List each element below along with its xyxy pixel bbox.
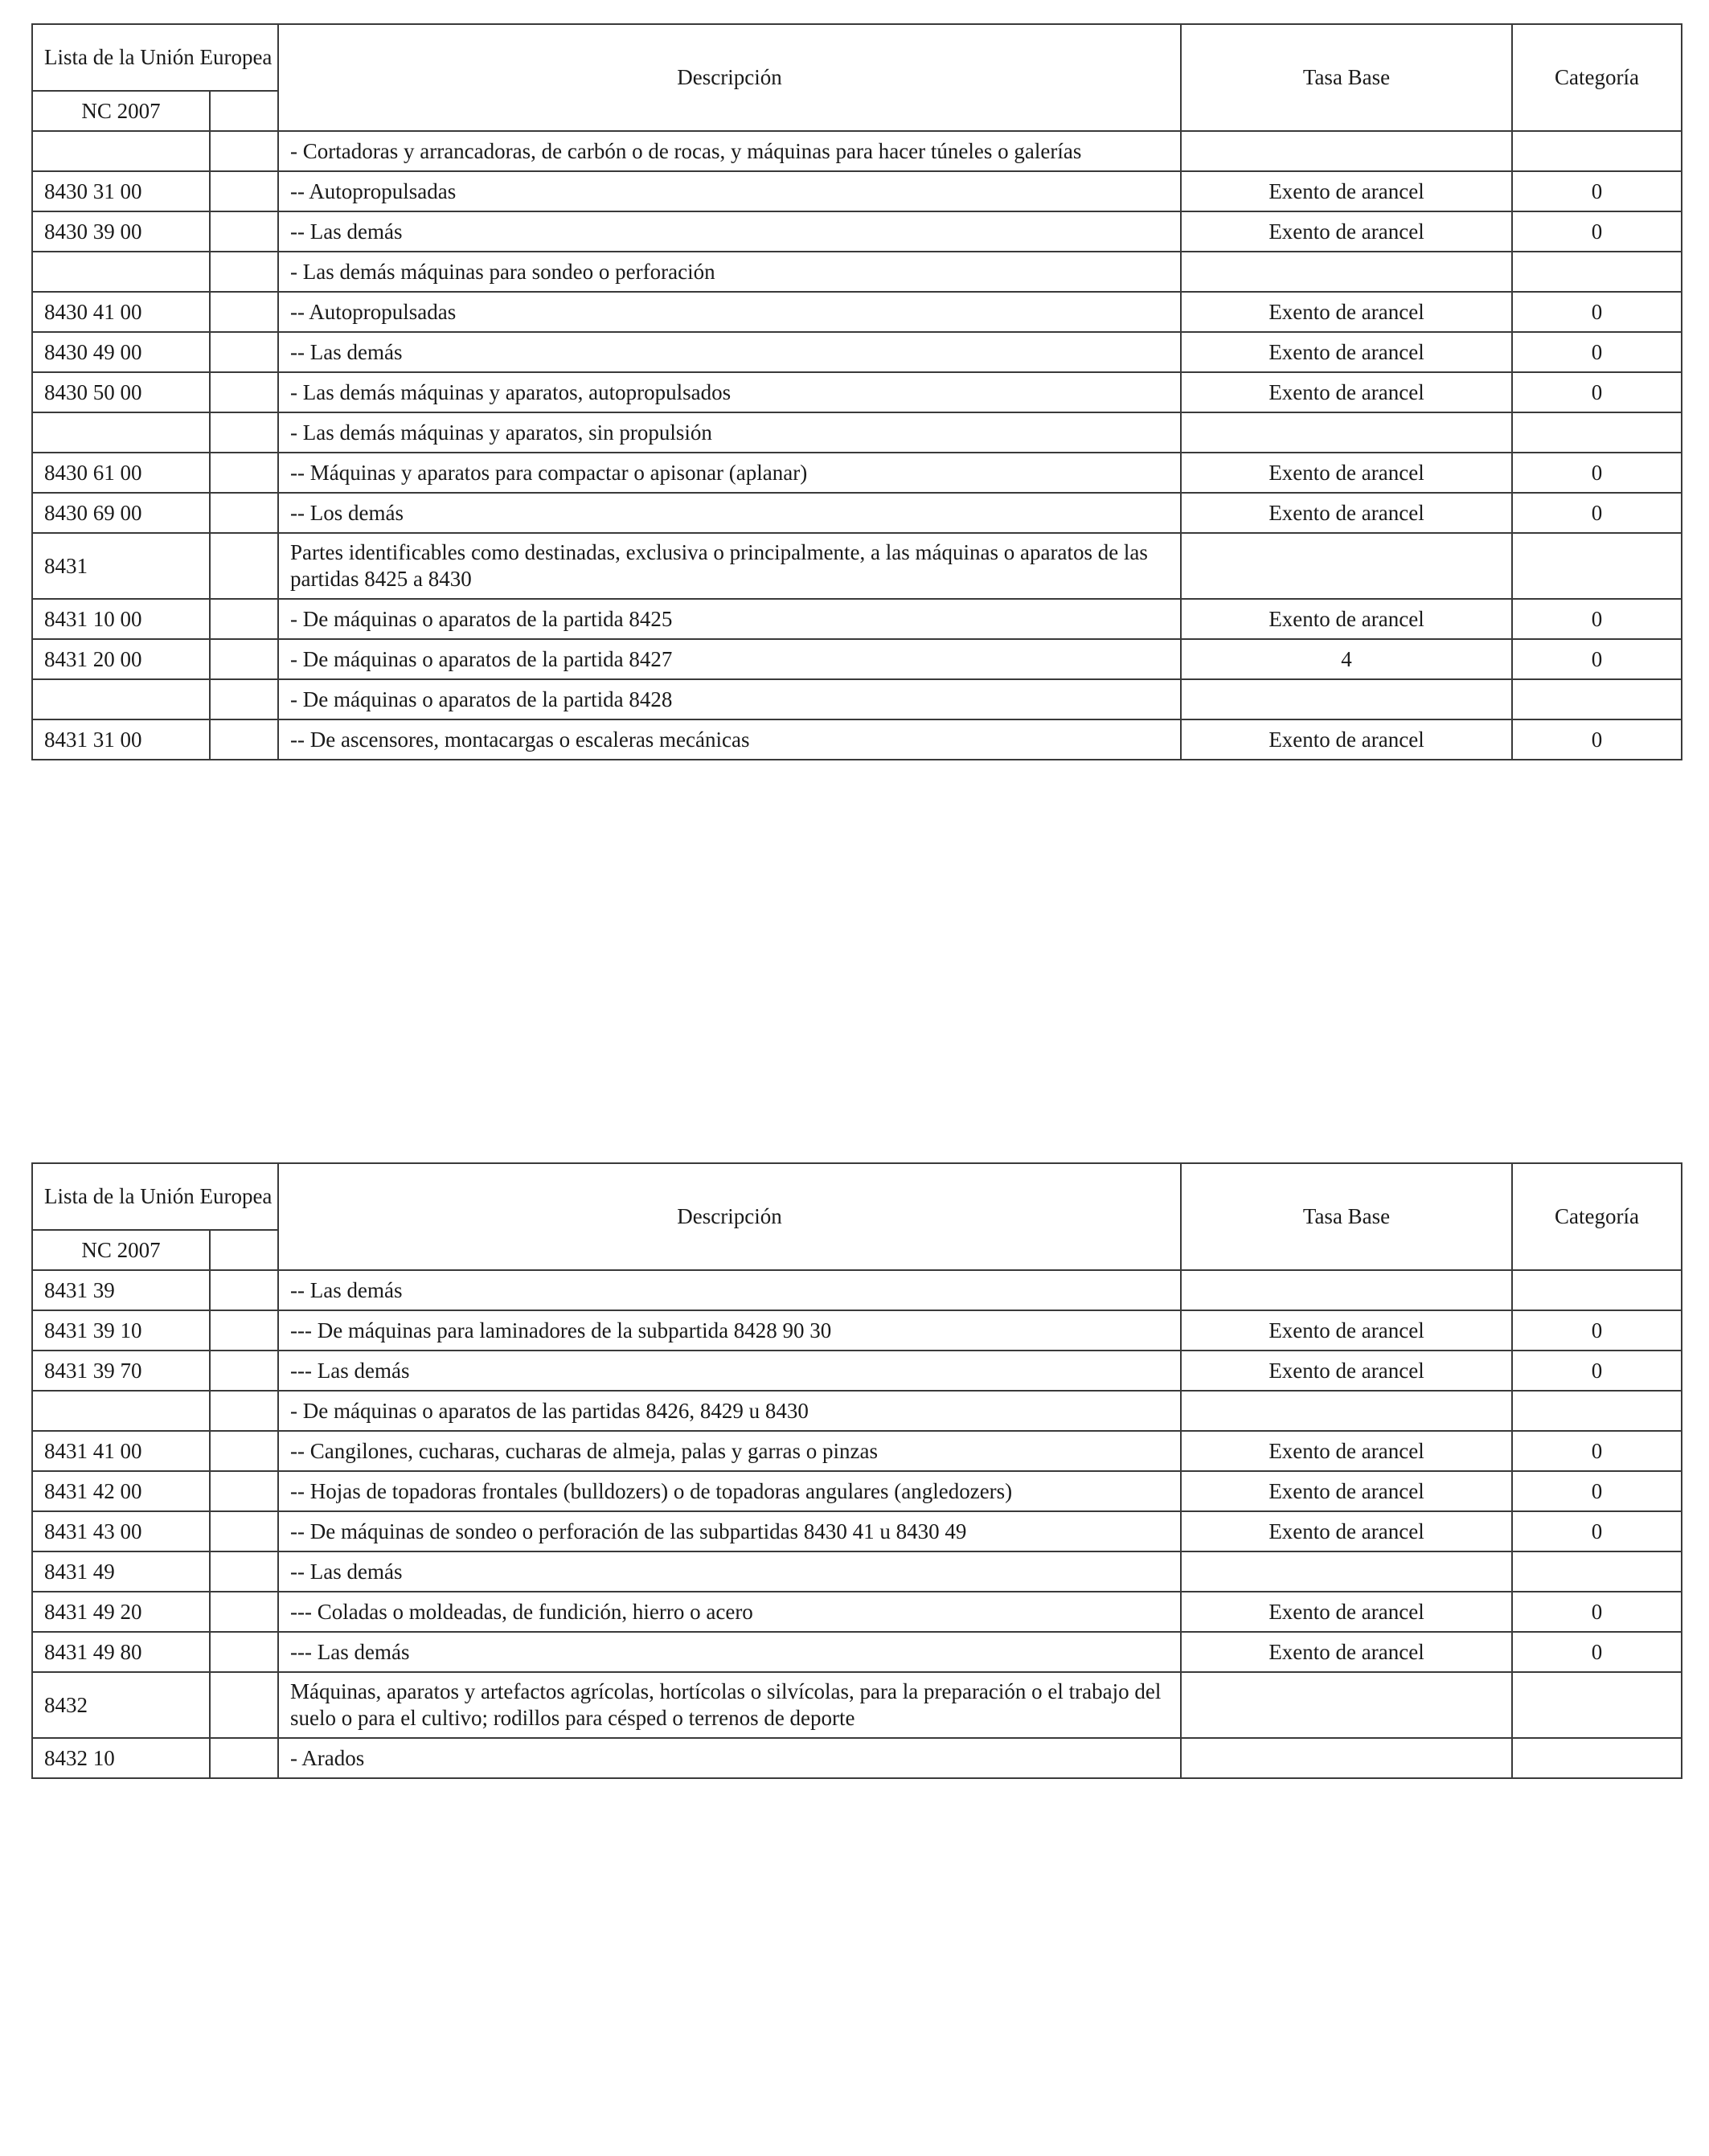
nc-code-cell: 8430 41 00: [32, 292, 210, 332]
nc-code-cell: 8430 69 00: [32, 493, 210, 533]
nc-code-cell: 8430 50 00: [32, 372, 210, 412]
category-cell: 0: [1512, 1592, 1682, 1632]
description-cell: -- Las demás: [278, 332, 1181, 372]
description-cell: -- De máquinas de sondeo o perforación de las subpartidas 8430 41 u 8430 49: [278, 1511, 1181, 1551]
empty-cell: [210, 332, 278, 372]
empty-cell: [210, 1391, 278, 1431]
base-rate-cell: [1181, 252, 1512, 292]
table-row: [32, 1551, 1682, 1592]
table-row: [32, 1431, 1682, 1471]
nc-code-cell: 8431 31 00: [32, 719, 210, 760]
empty-cell: [210, 719, 278, 760]
table-header-row: [32, 24, 1682, 91]
nc-code-cell: 8431 49 80: [32, 1632, 210, 1672]
table-row: [32, 1511, 1682, 1551]
category-cell: [1512, 412, 1682, 453]
empty-cell: [210, 1592, 278, 1632]
empty-cell: [210, 1551, 278, 1592]
base-rate-cell: Exento de arancel: [1181, 292, 1512, 332]
table-row: [32, 252, 1682, 292]
nc-code-cell: 8431 41 00: [32, 1431, 210, 1471]
nc-code-cell: 8430 49 00: [32, 332, 210, 372]
nc-code-cell: 8431 49: [32, 1551, 210, 1592]
category-cell: 0: [1512, 1632, 1682, 1672]
description-cell: - De máquinas o aparatos de la partida 8427: [278, 639, 1181, 679]
category-cell: 0: [1512, 1351, 1682, 1391]
table-row: [32, 639, 1682, 679]
empty-cell: [210, 493, 278, 533]
table-row: [32, 1738, 1682, 1778]
category-cell: 0: [1512, 719, 1682, 760]
table-body: [32, 1163, 1682, 1778]
empty-cell: [210, 679, 278, 719]
description-cell: - De máquinas o aparatos de la partida 8425: [278, 599, 1181, 639]
base-rate-cell: Exento de arancel: [1181, 372, 1512, 412]
description-cell: -- Máquinas y aparatos para compactar o apisonar (aplanar): [278, 453, 1181, 493]
base-rate-cell: [1181, 533, 1512, 599]
empty-cell: [210, 292, 278, 332]
base-rate-cell: [1181, 1551, 1512, 1592]
nc-code-cell: [32, 131, 210, 171]
category-cell: 0: [1512, 292, 1682, 332]
base-rate-cell: [1181, 1270, 1512, 1310]
table-row: [32, 493, 1682, 533]
empty-cell: [210, 372, 278, 412]
category-cell: 0: [1512, 639, 1682, 679]
category-cell: 0: [1512, 372, 1682, 412]
base-rate-cell: [1181, 679, 1512, 719]
base-rate-cell: Exento de arancel: [1181, 1592, 1512, 1632]
base-rate-cell: 4: [1181, 639, 1512, 679]
table-row: [32, 1351, 1682, 1391]
description-cell: Partes identificables como destinadas, exclusiva o principalmente, a las máquinas o aparatos de las partidas 8425 a 8430: [278, 533, 1181, 599]
nc-code-cell: 8431 20 00: [32, 639, 210, 679]
table-row: [32, 131, 1682, 171]
description-cell: - De máquinas o aparatos de las partidas 8426, 8429 u 8430: [278, 1391, 1181, 1431]
empty-subheader-cell: [210, 91, 278, 131]
category-header: Categoría: [1512, 1163, 1682, 1270]
category-cell: 0: [1512, 1431, 1682, 1471]
base-rate-cell: [1181, 1738, 1512, 1778]
description-cell: - Arados: [278, 1738, 1181, 1778]
base-rate-cell: [1181, 1391, 1512, 1431]
category-cell: [1512, 131, 1682, 171]
category-cell: [1512, 1551, 1682, 1592]
category-cell: 0: [1512, 1471, 1682, 1511]
base-rate-cell: Exento de arancel: [1181, 1351, 1512, 1391]
base-rate-cell: Exento de arancel: [1181, 1471, 1512, 1511]
empty-cell: [210, 131, 278, 171]
table-row: [32, 1592, 1682, 1632]
nc-code-cell: 8430 39 00: [32, 211, 210, 252]
empty-cell: [210, 639, 278, 679]
nc-code-cell: 8430 61 00: [32, 453, 210, 493]
nc-code-cell: 8431 49 20: [32, 1592, 210, 1632]
base-rate-cell: Exento de arancel: [1181, 1632, 1512, 1672]
description-cell: -- Las demás: [278, 1270, 1181, 1310]
empty-subheader-cell: [210, 1230, 278, 1270]
tariff-table: [31, 23, 1682, 760]
table-row: [32, 599, 1682, 639]
nc-code-cell: 8431 39: [32, 1270, 210, 1310]
description-cell: --- Las demás: [278, 1351, 1181, 1391]
table-header-row: [32, 1163, 1682, 1230]
description-header: Descripción: [278, 24, 1181, 131]
base-rate-cell: Exento de arancel: [1181, 171, 1512, 211]
nc-code-cell: 8430 31 00: [32, 171, 210, 211]
category-cell: 0: [1512, 171, 1682, 211]
nc-header: NC 2007: [32, 91, 210, 131]
empty-cell: [210, 1471, 278, 1511]
description-cell: - Las demás máquinas y aparatos, sin propulsión: [278, 412, 1181, 453]
base-rate-cell: Exento de arancel: [1181, 1310, 1512, 1351]
empty-cell: [210, 211, 278, 252]
description-cell: - Las demás máquinas para sondeo o perforación: [278, 252, 1181, 292]
category-cell: 0: [1512, 599, 1682, 639]
empty-cell: [210, 412, 278, 453]
rate-header: Tasa Base: [1181, 1163, 1512, 1270]
table-row: [32, 372, 1682, 412]
table-row: [32, 1310, 1682, 1351]
table-row: [32, 1632, 1682, 1672]
description-cell: --- De máquinas para laminadores de la subpartida 8428 90 30: [278, 1310, 1181, 1351]
empty-cell: [210, 453, 278, 493]
description-cell: -- Los demás: [278, 493, 1181, 533]
nc-code-cell: 8432: [32, 1672, 210, 1738]
base-rate-cell: Exento de arancel: [1181, 332, 1512, 372]
empty-cell: [210, 533, 278, 599]
table-row: [32, 211, 1682, 252]
empty-cell: [210, 1738, 278, 1778]
empty-cell: [210, 1632, 278, 1672]
table-row: [32, 171, 1682, 211]
table-row: [32, 1672, 1682, 1738]
category-cell: [1512, 1738, 1682, 1778]
empty-cell: [210, 252, 278, 292]
category-header: Categoría: [1512, 24, 1682, 131]
table-row: [32, 453, 1682, 493]
description-cell: -- Autopropulsadas: [278, 171, 1181, 211]
description-header: Descripción: [278, 1163, 1181, 1270]
empty-cell: [210, 1672, 278, 1738]
description-cell: -- Las demás: [278, 211, 1181, 252]
nc-code-cell: 8431 10 00: [32, 599, 210, 639]
table-row: [32, 533, 1682, 599]
table-row: [32, 1391, 1682, 1431]
base-rate-cell: Exento de arancel: [1181, 453, 1512, 493]
nc-header: NC 2007: [32, 1230, 210, 1270]
description-cell: -- Autopropulsadas: [278, 292, 1181, 332]
base-rate-cell: [1181, 412, 1512, 453]
nc-code-cell: [32, 679, 210, 719]
category-cell: [1512, 1270, 1682, 1310]
empty-cell: [210, 1431, 278, 1471]
description-cell: - Cortadoras y arrancadoras, de carbón o de rocas, y máquinas para hacer túneles o galerías: [278, 131, 1181, 171]
nc-code-cell: 8431 42 00: [32, 1471, 210, 1511]
list-header: Lista de la Unión Europea: [32, 24, 278, 91]
category-cell: 0: [1512, 332, 1682, 372]
category-cell: 0: [1512, 1511, 1682, 1551]
description-cell: --- Las demás: [278, 1632, 1181, 1672]
nc-code-cell: [32, 412, 210, 453]
table-row: [32, 332, 1682, 372]
empty-cell: [210, 1310, 278, 1351]
table-body: [32, 24, 1682, 760]
base-rate-cell: [1181, 131, 1512, 171]
nc-code-cell: [32, 252, 210, 292]
rate-header: Tasa Base: [1181, 24, 1512, 131]
description-cell: - Las demás máquinas y aparatos, autopropulsados: [278, 372, 1181, 412]
table-row: [32, 1471, 1682, 1511]
description-cell: -- Hojas de topadoras frontales (bulldozers) o de topadoras angulares (angledozers): [278, 1471, 1181, 1511]
base-rate-cell: Exento de arancel: [1181, 211, 1512, 252]
category-cell: [1512, 679, 1682, 719]
nc-code-cell: [32, 1391, 210, 1431]
nc-code-cell: 8432 10: [32, 1738, 210, 1778]
category-cell: [1512, 1391, 1682, 1431]
description-cell: - De máquinas o aparatos de la partida 8428: [278, 679, 1181, 719]
category-cell: 0: [1512, 1310, 1682, 1351]
base-rate-cell: Exento de arancel: [1181, 599, 1512, 639]
nc-code-cell: 8431 39 10: [32, 1310, 210, 1351]
category-cell: [1512, 252, 1682, 292]
description-cell: -- De ascensores, montacargas o escaleras mecánicas: [278, 719, 1181, 760]
category-cell: [1512, 533, 1682, 599]
empty-cell: [210, 171, 278, 211]
description-cell: --- Coladas o moldeadas, de fundición, hierro o acero: [278, 1592, 1181, 1632]
table-row: [32, 412, 1682, 453]
description-cell: -- Cangilones, cucharas, cucharas de almeja, palas y garras o pinzas: [278, 1431, 1181, 1471]
empty-cell: [210, 1351, 278, 1391]
base-rate-cell: Exento de arancel: [1181, 1511, 1512, 1551]
empty-cell: [210, 599, 278, 639]
nc-code-cell: 8431: [32, 533, 210, 599]
description-cell: -- Las demás: [278, 1551, 1181, 1592]
empty-cell: [210, 1270, 278, 1310]
nc-code-cell: 8431 43 00: [32, 1511, 210, 1551]
table-row: [32, 292, 1682, 332]
empty-cell: [210, 1511, 278, 1551]
tariff-table: [31, 1162, 1682, 1779]
nc-code-cell: 8431 39 70: [32, 1351, 210, 1391]
category-cell: 0: [1512, 211, 1682, 252]
base-rate-cell: Exento de arancel: [1181, 493, 1512, 533]
table-row: [32, 1270, 1682, 1310]
base-rate-cell: Exento de arancel: [1181, 719, 1512, 760]
category-cell: [1512, 1672, 1682, 1738]
list-header: Lista de la Unión Europea: [32, 1163, 278, 1230]
base-rate-cell: [1181, 1672, 1512, 1738]
table-row: [32, 679, 1682, 719]
category-cell: 0: [1512, 453, 1682, 493]
description-cell: Máquinas, aparatos y artefactos agrícolas, hortícolas o silvícolas, para la preparación o el trabajo del suelo o para el cultivo; rodillos para césped o terrenos de deporte: [278, 1672, 1181, 1738]
category-cell: 0: [1512, 493, 1682, 533]
table-row: [32, 719, 1682, 760]
base-rate-cell: Exento de arancel: [1181, 1431, 1512, 1471]
